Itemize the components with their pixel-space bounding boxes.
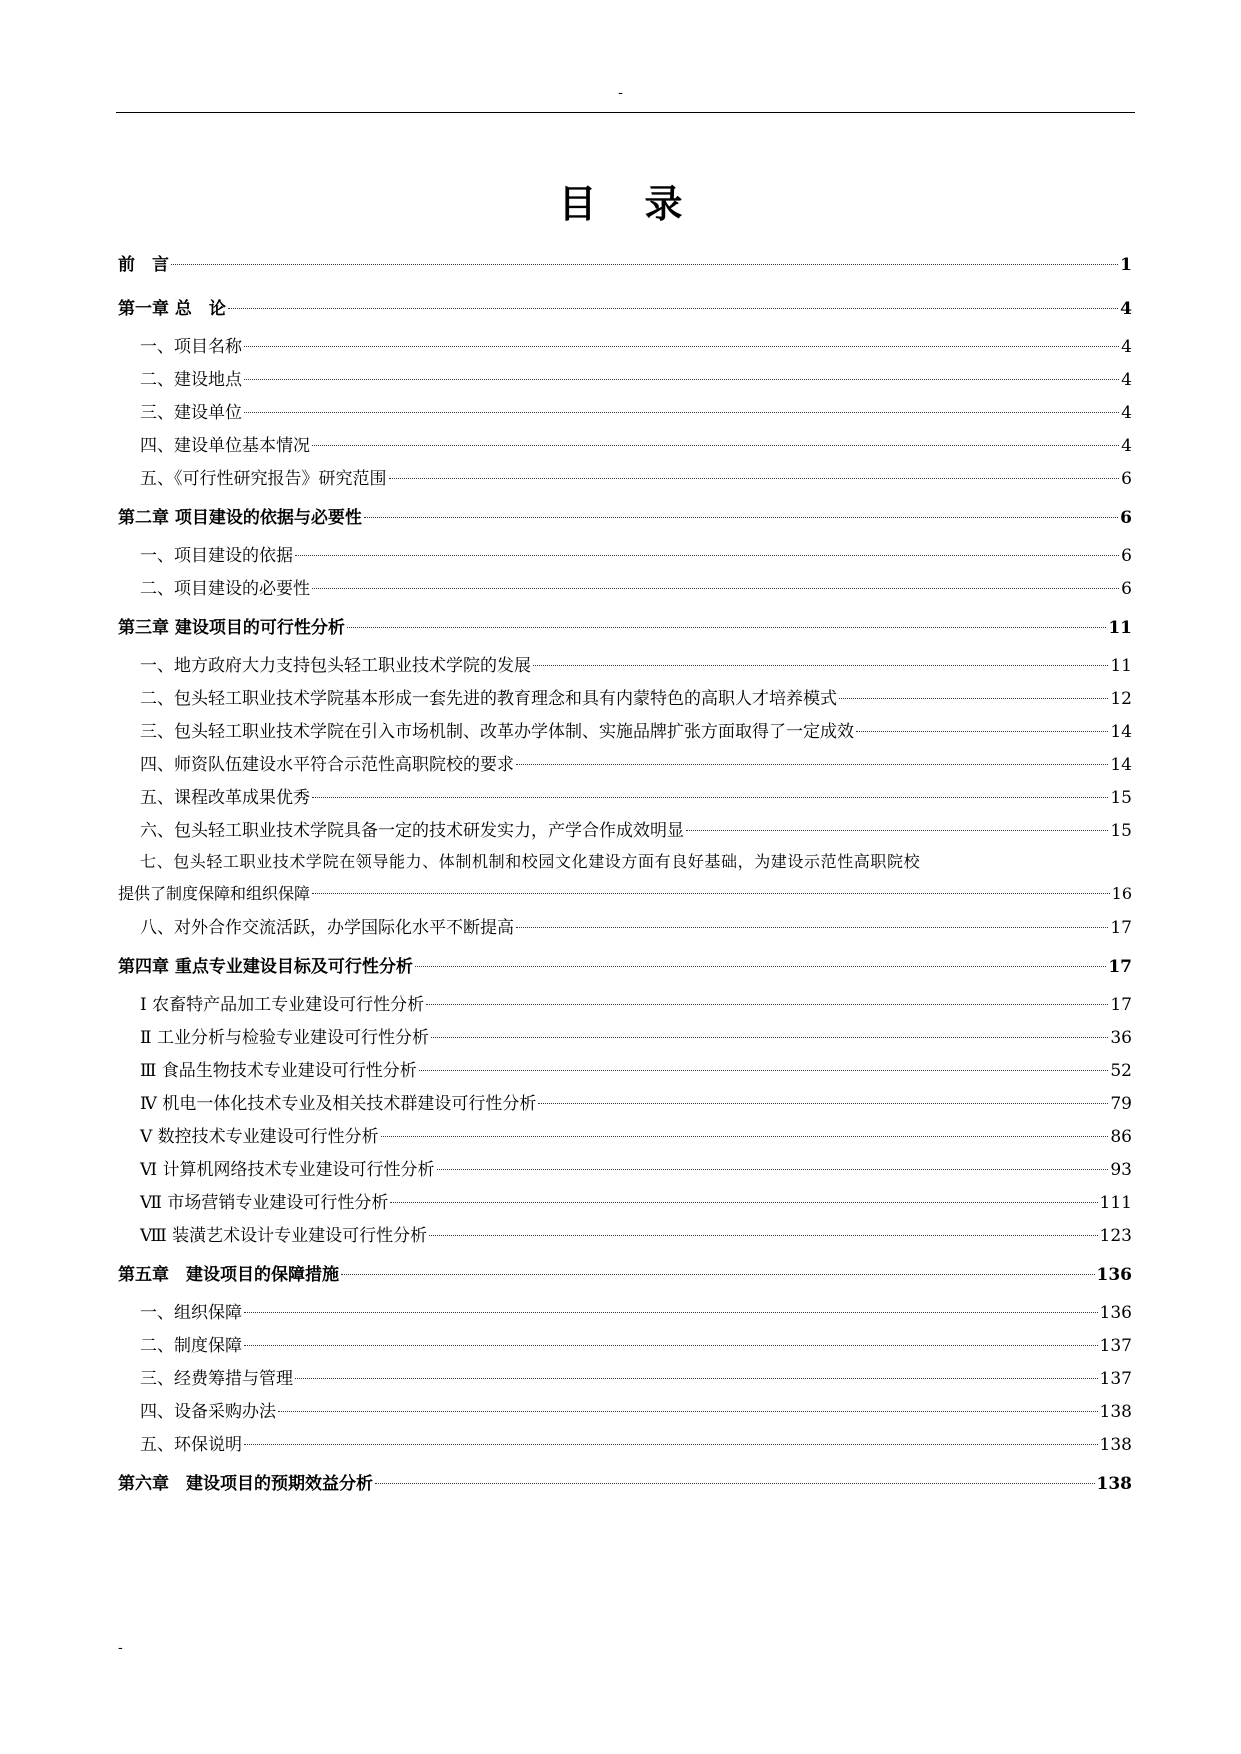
dot-leader bbox=[312, 893, 1110, 894]
dot-leader bbox=[312, 445, 1119, 446]
toc-chapter-entry[interactable] bbox=[118, 240, 1132, 284]
toc-chapter-entry[interactable] bbox=[118, 284, 1132, 328]
dot-leader bbox=[244, 1444, 1098, 1445]
toc-page-number: 136 bbox=[1099, 1303, 1132, 1323]
toc-section-entry[interactable] bbox=[118, 845, 1132, 909]
dot-leader bbox=[312, 588, 1119, 589]
toc-entry-label: Ⅰ 农畜特产品加工专业建设可行性分析 bbox=[140, 995, 425, 1015]
dot-leader bbox=[437, 1169, 1109, 1170]
toc-section-entry[interactable] bbox=[118, 328, 1132, 361]
toc-page-number: 6 bbox=[1121, 469, 1132, 489]
toc-entry-label: 二、包头轻工职业技术学院基本形成一套先进的教育理念和具有内蒙特色的高职人才培养模式 bbox=[140, 689, 837, 709]
toc-section-entry[interactable] bbox=[118, 986, 1132, 1019]
dot-leader bbox=[364, 517, 1118, 518]
dot-leader bbox=[856, 731, 1108, 732]
dot-leader bbox=[426, 1004, 1108, 1005]
toc-page-number: 17 bbox=[1108, 957, 1132, 977]
dot-leader bbox=[228, 308, 1118, 309]
toc-section-entry[interactable] bbox=[118, 1019, 1132, 1052]
toc-page-number: 6 bbox=[1121, 579, 1132, 599]
header-mark: - bbox=[618, 85, 623, 101]
toc-page-number: 123 bbox=[1099, 1226, 1132, 1246]
dot-leader bbox=[839, 698, 1108, 699]
toc-page-number: 137 bbox=[1099, 1336, 1132, 1356]
dot-leader bbox=[312, 797, 1108, 798]
toc-section-entry[interactable] bbox=[118, 746, 1132, 779]
toc-page-number: 16 bbox=[1111, 884, 1132, 903]
dot-leader bbox=[390, 1202, 1097, 1203]
toc-entry-label: 一、项目名称 bbox=[140, 337, 242, 357]
toc-entry-label: 三、经费筹措与管理 bbox=[140, 1369, 293, 1389]
toc-chapter-entry[interactable] bbox=[118, 1250, 1132, 1294]
toc-entry-label-continued: 提供了制度保障和组织保障 bbox=[118, 884, 311, 903]
toc-section-entry[interactable] bbox=[118, 427, 1132, 460]
page-title: 目录 bbox=[558, 181, 731, 226]
toc-page-number: 15 bbox=[1110, 821, 1132, 841]
toc-section-entry[interactable] bbox=[118, 570, 1132, 603]
toc-page-number: 4 bbox=[1121, 436, 1132, 456]
toc-chapter-entry[interactable] bbox=[118, 493, 1132, 537]
toc-entry-label: 三、包头轻工职业技术学院在引入市场机制、改革办学体制、实施品牌扩张方面取得了一定成效 bbox=[140, 722, 854, 742]
toc-entry-label: Ⅱ 工业分析与检验专业建设可行性分析 bbox=[140, 1028, 429, 1048]
toc-entry-label: Ⅲ 食品生物技术专业建设可行性分析 bbox=[140, 1061, 417, 1081]
toc-section-entry[interactable] bbox=[118, 647, 1132, 680]
dot-leader bbox=[244, 379, 1119, 380]
footer-mark: - bbox=[118, 1640, 123, 1656]
toc-entry-label: 三、建设单位 bbox=[140, 403, 242, 423]
toc-entry-label: 第二章 项目建设的依据与必要性 bbox=[118, 508, 362, 528]
dot-leader bbox=[381, 1136, 1109, 1137]
toc-chapter-entry[interactable] bbox=[118, 1459, 1132, 1503]
toc-section-entry[interactable] bbox=[118, 1052, 1132, 1085]
toc-page-number: 14 bbox=[1110, 755, 1132, 775]
dot-leader bbox=[516, 764, 1108, 765]
dot-leader bbox=[533, 665, 1108, 666]
toc-page-number: 11 bbox=[1110, 656, 1132, 676]
toc-page-number: 4 bbox=[1121, 370, 1132, 390]
toc-entry-label: 四、设备采购办法 bbox=[140, 1402, 276, 1422]
toc-page-number: 11 bbox=[1108, 618, 1132, 638]
toc-page-number: 4 bbox=[1120, 299, 1132, 319]
toc-entry-label: Ⅵ 计算机网络技术专业建设可行性分析 bbox=[140, 1160, 435, 1180]
toc-page-number: 136 bbox=[1096, 1265, 1132, 1285]
toc-entry-label: 五、课程改革成果优秀 bbox=[140, 788, 310, 808]
toc-entry-label: Ⅳ 机电一体化技术专业及相关技术群建设可行性分析 bbox=[140, 1094, 537, 1114]
dot-leader bbox=[341, 1274, 1095, 1275]
toc-section-entry[interactable] bbox=[118, 361, 1132, 394]
toc-section-entry[interactable] bbox=[118, 1393, 1132, 1426]
toc-section-entry[interactable] bbox=[118, 680, 1132, 713]
toc-chapter-entry[interactable] bbox=[118, 603, 1132, 647]
dot-leader bbox=[295, 555, 1119, 556]
toc-section-entry[interactable] bbox=[118, 394, 1132, 427]
toc-entry-label: 七、包头轻工职业技术学院在领导能力、体制机制和校园文化建设方面有良好基础，为建设示范性高职院校 bbox=[140, 852, 921, 871]
dot-leader bbox=[538, 1103, 1108, 1104]
toc-entry-label: 第三章 建设项目的可行性分析 bbox=[118, 618, 345, 638]
toc-page-number: 6 bbox=[1121, 546, 1132, 566]
toc-page-number: 4 bbox=[1121, 403, 1132, 423]
dot-leader bbox=[431, 1037, 1108, 1038]
dot-leader bbox=[516, 927, 1108, 928]
toc-entry-label: 四、师资队伍建设水平符合示范性高职院校的要求 bbox=[140, 755, 514, 775]
toc-entry-label: 一、项目建设的依据 bbox=[140, 546, 293, 566]
toc-page-number: 138 bbox=[1096, 1474, 1132, 1494]
toc-section-entry[interactable] bbox=[118, 1184, 1132, 1217]
dot-leader bbox=[171, 264, 1118, 265]
toc-page-number: 86 bbox=[1110, 1127, 1132, 1147]
dot-leader bbox=[419, 1070, 1109, 1071]
toc-section-entry[interactable] bbox=[118, 460, 1132, 493]
dot-leader bbox=[244, 1312, 1098, 1313]
toc-page-number: 12 bbox=[1110, 689, 1132, 709]
toc-page-number: 36 bbox=[1110, 1028, 1132, 1048]
toc-page-number: 17 bbox=[1110, 995, 1132, 1015]
toc-entry-label: 二、项目建设的必要性 bbox=[140, 579, 310, 599]
toc-page-number: 137 bbox=[1099, 1369, 1132, 1389]
toc-section-entry[interactable] bbox=[118, 1118, 1132, 1151]
dot-leader bbox=[244, 1345, 1098, 1346]
toc-section-entry[interactable] bbox=[118, 713, 1132, 746]
toc-section-entry[interactable] bbox=[118, 909, 1132, 942]
toc-page-number: 93 bbox=[1110, 1160, 1132, 1180]
toc-page-number: 17 bbox=[1110, 918, 1132, 938]
toc-entry-label: 第六章 建设项目的预期效益分析 bbox=[118, 1474, 373, 1494]
toc-entry-label: Ⅷ 装潢艺术设计专业建设可行性分析 bbox=[140, 1226, 428, 1246]
toc-entry-label: 五、《可行性研究报告》研究范围 bbox=[140, 469, 387, 489]
toc-section-entry[interactable] bbox=[118, 537, 1132, 570]
dot-leader bbox=[295, 1378, 1098, 1379]
header-rule bbox=[116, 112, 1135, 113]
toc-section-entry[interactable] bbox=[118, 1085, 1132, 1118]
toc-entry-label: 八、对外合作交流活跃，办学国际化水平不断提高 bbox=[140, 918, 514, 938]
toc-entry-label: 第一章 总 论 bbox=[118, 299, 226, 319]
toc-page-number: 52 bbox=[1110, 1061, 1132, 1081]
toc-entry-label: 一、地方政府大力支持包头轻工职业技术学院的发展 bbox=[140, 656, 531, 676]
toc-chapter-entry[interactable] bbox=[118, 942, 1132, 986]
toc-entry-label: 六、包头轻工职业技术学院具备一定的技术研发实力，产学合作成效明显 bbox=[140, 821, 684, 841]
toc-entry-label: 二、建设地点 bbox=[140, 370, 242, 390]
toc-entry-label: 第四章 重点专业建设目标及可行性分析 bbox=[118, 957, 413, 977]
toc-section-entry[interactable] bbox=[118, 1327, 1132, 1360]
toc-section-entry[interactable] bbox=[118, 779, 1132, 812]
dot-leader bbox=[415, 966, 1106, 967]
toc-entry-label: Ⅴ 数控技术专业建设可行性分析 bbox=[140, 1127, 379, 1147]
toc-page-number: 15 bbox=[1110, 788, 1132, 808]
toc-page-number: 138 bbox=[1099, 1435, 1132, 1455]
dot-leader bbox=[347, 627, 1106, 628]
toc-page-number: 79 bbox=[1110, 1094, 1132, 1114]
toc-section-entry[interactable] bbox=[118, 1151, 1132, 1184]
toc-entry-label: 五、环保说明 bbox=[140, 1435, 242, 1455]
dot-leader bbox=[244, 412, 1119, 413]
toc-entry-label: 四、建设单位基本情况 bbox=[140, 436, 310, 456]
toc-section-entry[interactable] bbox=[118, 1294, 1132, 1327]
toc-page-number: 138 bbox=[1099, 1402, 1132, 1422]
toc-page-number: 4 bbox=[1121, 337, 1132, 357]
toc-entry-label: 前 言 bbox=[118, 255, 169, 275]
dot-leader bbox=[244, 346, 1119, 347]
toc-entry-label: 二、制度保障 bbox=[140, 1336, 242, 1356]
toc-page-number: 6 bbox=[1120, 508, 1132, 528]
toc-entry-label: 第五章 建设项目的保障措施 bbox=[118, 1265, 339, 1285]
toc-section-entry[interactable] bbox=[118, 1426, 1132, 1459]
dot-leader bbox=[375, 1483, 1095, 1484]
dot-leader bbox=[429, 1235, 1097, 1236]
toc-section-entry[interactable] bbox=[118, 1217, 1132, 1250]
toc-page-number: 1 bbox=[1120, 255, 1132, 275]
dot-leader bbox=[278, 1411, 1098, 1412]
dot-leader bbox=[389, 478, 1120, 479]
toc-entry-label: Ⅶ 市场营销专业建设可行性分析 bbox=[140, 1193, 389, 1213]
dot-leader bbox=[686, 830, 1108, 831]
toc-entry-label: 一、组织保障 bbox=[140, 1303, 242, 1323]
toc-section-entry[interactable] bbox=[118, 812, 1132, 845]
toc-page-number: 14 bbox=[1110, 722, 1132, 742]
toc-page-number: 111 bbox=[1099, 1193, 1132, 1213]
table-of-contents bbox=[118, 240, 1132, 1503]
toc-section-entry[interactable] bbox=[118, 1360, 1132, 1393]
